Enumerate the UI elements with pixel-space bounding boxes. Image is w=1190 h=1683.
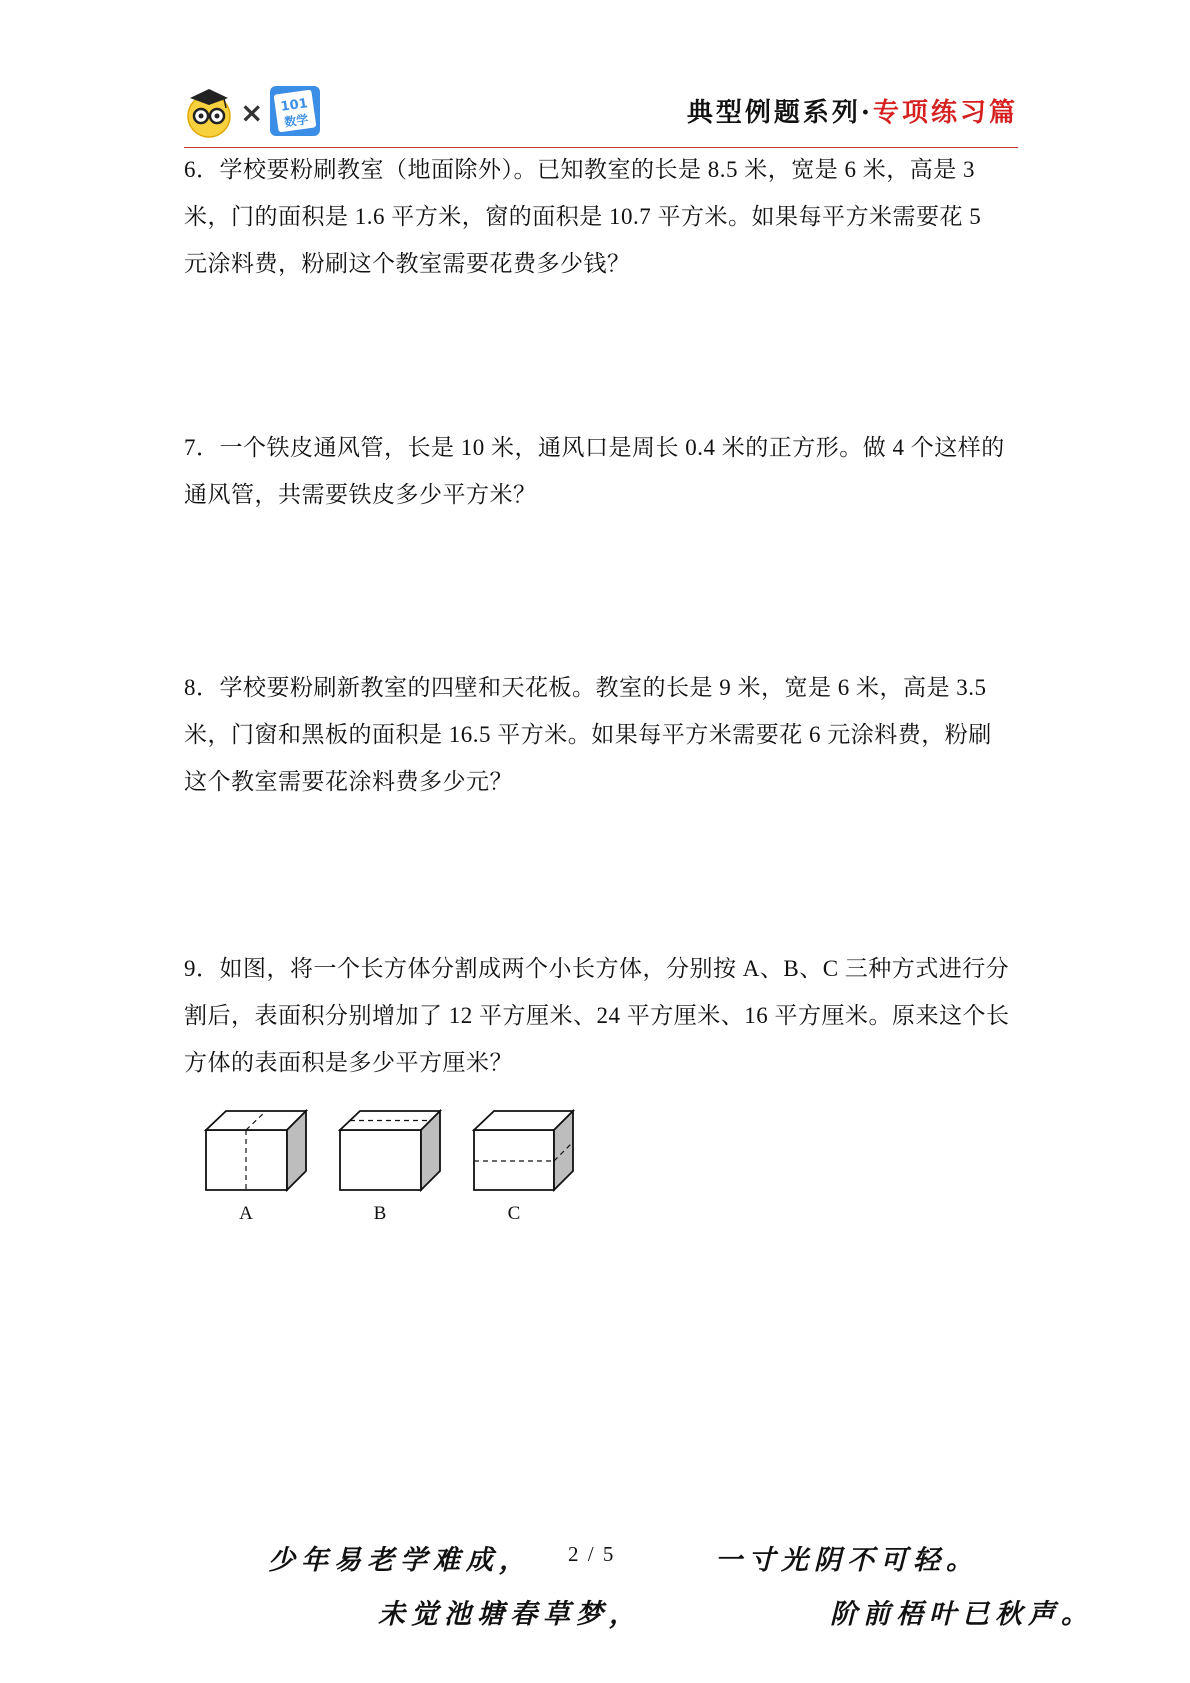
question-line: 米，门的面积是 1.6 平方米，窗的面积是 10.7 平方米。如果每平方米需要花 5	[184, 204, 982, 229]
question-line: 米，门窗和黑板的面积是 16.5 平方米。如果每平方米需要花 6 元涂料费，粉刷	[184, 722, 992, 747]
series-title-main: 典型例题系列·	[686, 98, 873, 128]
svg-text:数学: 数学	[283, 112, 310, 130]
question-line: 这个教室需要花涂料费多少元？	[184, 769, 513, 794]
question-line: 9．如图，将一个长方体分割成两个小长方体，分别按 A、B、C 三种方式进行分	[184, 956, 1010, 981]
figure-label-c: C	[507, 1203, 521, 1224]
question-line: 元涂料费，粉刷这个教室需要花费多少钱？	[184, 251, 631, 276]
cuboid-b	[340, 1111, 440, 1190]
poem-line1-right: 一寸光阴不可轻。	[715, 1545, 979, 1576]
101-math-logo	[268, 84, 322, 138]
series-title-sub: 专项练习篇	[872, 98, 1018, 128]
page-header	[184, 80, 1018, 148]
logo-separator: ×	[240, 96, 264, 129]
cuboid-c	[474, 1111, 573, 1190]
cuboid-cut-figure	[184, 1105, 604, 1230]
figure-label-b: B	[373, 1203, 387, 1224]
question-line: 6．学校要粉刷教室（地面除外）。已知教室的长是 8.5 米，宽是 6 米，高是 3	[184, 157, 975, 182]
question-line: 割后，表面积分别增加了 12 平方厘米、24 平方厘米、16 平方厘米。原来这个长	[184, 1003, 1010, 1028]
poem-line1-left: 少年易老学难成，	[268, 1545, 532, 1576]
figure-label-a: A	[239, 1203, 253, 1224]
question-line: 7．一个铁皮通风管，长是 10 米，通风口是周长 0.4 米的正方形。做 4 个这样的	[184, 435, 1005, 460]
poem-line2-left: 未觉池塘春草梦，	[378, 1599, 642, 1630]
svg-text:101: 101	[279, 96, 309, 115]
owl-mascot-logo	[184, 86, 234, 138]
question-line: 8．学校要粉刷新教室的四壁和天花板。教室的长是 9 米，宽是 6 米，高是 3.5	[184, 675, 987, 700]
question-8	[184, 664, 1020, 805]
question-9	[184, 945, 1020, 1086]
question-line: 通风管，共需要铁皮多少平方米？	[184, 482, 537, 507]
question-6	[184, 146, 1020, 287]
poem-line2-right: 阶前梧叶已秋声。	[830, 1599, 1094, 1630]
question-7	[184, 424, 1020, 518]
question-line: 方体的表面积是多少平方厘米？	[184, 1050, 513, 1075]
series-title	[687, 92, 1018, 129]
page-number: 2 / 5	[568, 1542, 616, 1566]
cuboid-a	[206, 1111, 306, 1190]
